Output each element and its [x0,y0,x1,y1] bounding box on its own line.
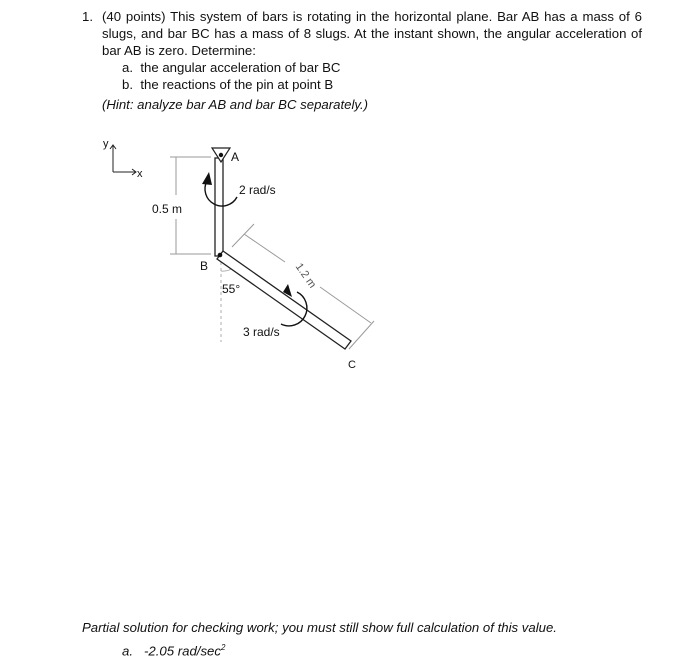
part-b-text: the reactions of the pin at point B [140,77,334,92]
partial-solution-note: Partial solution for checking work; you must still show full calculation of this value. [82,620,557,635]
axis-x-label: x [137,168,143,180]
point-b-label: B [200,259,209,273]
ab-length-label: 0.5 m [152,202,183,216]
axis-y-label: y [103,138,109,150]
part-a-letter: a. [122,60,133,75]
problem-number: 1. [82,9,93,24]
problem-text: (40 points) This system of bars is rotating in the horizontal plane. Bar AB has a mass of 6 slugs, and bar BC has a mass of 8 slugs. At the instant shown, the angular acceleration of bar AB is zero. Determine: [102,9,642,58]
bar-bc [217,251,351,349]
point-c-label: C [348,359,356,371]
part-a-text: the angular acceleration of bar BC [140,60,341,75]
omega-bc-label: 3 rad/s [243,325,280,339]
omega-ab-label: 2 rad/s [239,183,276,197]
answer-value: -2.05 rad/sec [144,643,221,659]
axes-icon [110,145,136,175]
pin-b [218,253,223,258]
answer-letter: a. [122,643,133,659]
point-a-label: A [231,150,240,164]
hint-text: (Hint: analyze bar AB and bar BC separately.) [102,97,369,112]
answer-exponent: 2 [220,643,226,652]
angle-label: 55° [222,282,241,296]
partial-answer [122,643,225,658]
bar-ab [215,158,223,256]
bc-length-label: 1.2 m [292,261,319,291]
part-b-letter: b. [122,77,133,92]
